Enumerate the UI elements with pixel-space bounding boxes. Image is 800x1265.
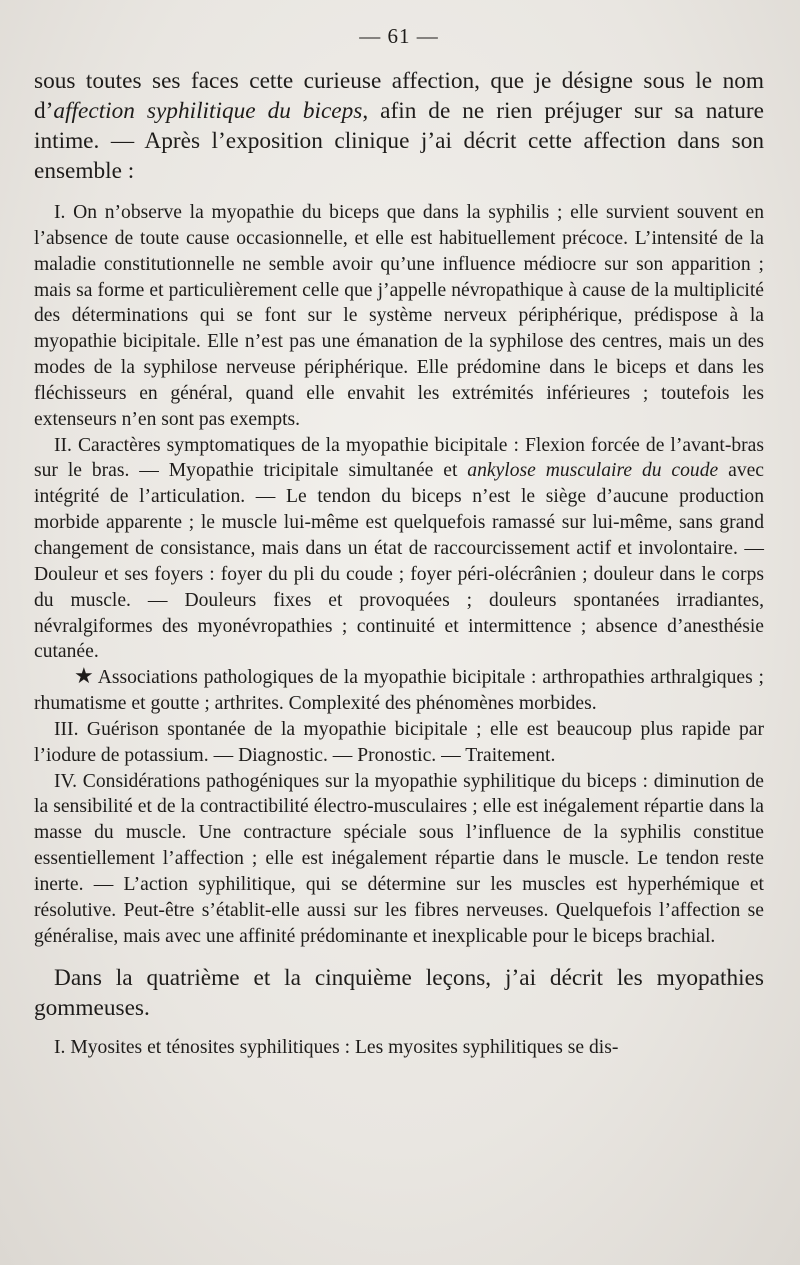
section-one: I. On n’observe la myopathie du biceps que dans la syphilis ; elle survient souvent en l’absence de toute cause occasionnelle, et elle est habituellement précoce. L’intensité de la maladie constitutionnelle ne semble avoir qu’une influence médiocre sur son apparition ; mais sa forme et particulièrement celle que j’appelle névropathique à cause de la multiplicité des déterminations qui se font sur le système nerveux périphérique, prédispose à la myopathie bicipitale. Elle n’est pas une émanation de la syphilose des centres, mais un des modes de la syphilose nerveuse périphérique. Elle prédomine dans le biceps et dans les fléchisseurs en général, quand elle envahit les extrémités inférieures ; toutefois les extenseurs n’en sont pas exempts. xyxy=(34,202,764,430)
section-two-end: avec intégrité de l’articulation. — Le tendon du biceps n’est le siège d’aucune production morbide apparente ; le muscle lui-même est quelquefois ramassé sur lui-même, sans grand changement de consistance, mais dans un état de raccourcissement actif et involontaire. — Douleur et ses foyers : foyer du pli du coude ; foyer péri-olécrânien ; douleur dans le corps du muscle. — Douleurs fixes et provoquées ; douleurs spontanées irradiantes, névralgiformes des myonévropathies ; continuité et intermittence ; absence d’anesthésie cutanée. xyxy=(34,460,765,663)
intro-text-start: sous toutes ses faces cette curieuse affection, que je désigne sous le nom d’ xyxy=(34,68,764,124)
page-number: — 61 — xyxy=(359,24,439,48)
closing-paragraph: Dans la quatrième et la cinquième leçons, j’ai décrit les myopathies gommeuses. xyxy=(34,965,764,1022)
associations-text: Associations pathologiques de la myopathie bicipitale : arthropathies arthralgiques ; rhumatisme et goutte ; arthrites. Complexité des phénomènes morbides. xyxy=(34,667,764,715)
intro-text-end: , afin de ne rien préjuger sur sa nature intime. — Après l’exposition clinique j’ai décrit cette affection dans son ensemble : xyxy=(34,98,764,184)
section-two xyxy=(34,433,764,666)
intro-paragraph xyxy=(34,66,764,186)
section-four: IV. Considérations pathogéniques sur la myopathie syphilitique du biceps : diminution de la sensibilité et de la contractibilité électro-musculaires ; elle est inégalement répartie dans la masse du muscle. Une contracture spéciale sous l’influence de la syphilis constitue essentiellement l’affection ; elle est inégalement répartie dans le muscle. Le tendon reste inerte. — L’action syphilitique, qui se détermine sur les muscles est hyperhémique et résolutive. Peut-être s’établit-elle aussi sur les fibres nerveuses. Quelquefois l’affection se généralise, mais avec une affinité prédominante et inexplicable pour le biceps brachial. xyxy=(34,770,764,947)
section-two-italic-term: ankylose musculaire du coude xyxy=(467,460,719,482)
section-two-start: II. Caractères symptomatiques de la myopathie bicipitale : Flexion forcée de l’avant-bras sur le bras. — Myopathie tricipitale simultanée et xyxy=(34,434,764,482)
section-two-associations xyxy=(34,665,764,717)
section-three: III. Guérison spontanée de la myopathie bicipitale ; elle est beaucoup plus rapide par l’iodure de potassium. — Diagnostic. — Pronostic. — Traitement. xyxy=(34,718,764,766)
summary-block xyxy=(34,200,764,949)
intro-italic-term: affection syphilitique du biceps xyxy=(53,98,363,124)
next-section-line: I. Myosites et ténosites syphilitiques : Les myosites syphilitiques se dis- xyxy=(54,1037,619,1059)
asterisk-glyph: ★ xyxy=(74,663,94,689)
